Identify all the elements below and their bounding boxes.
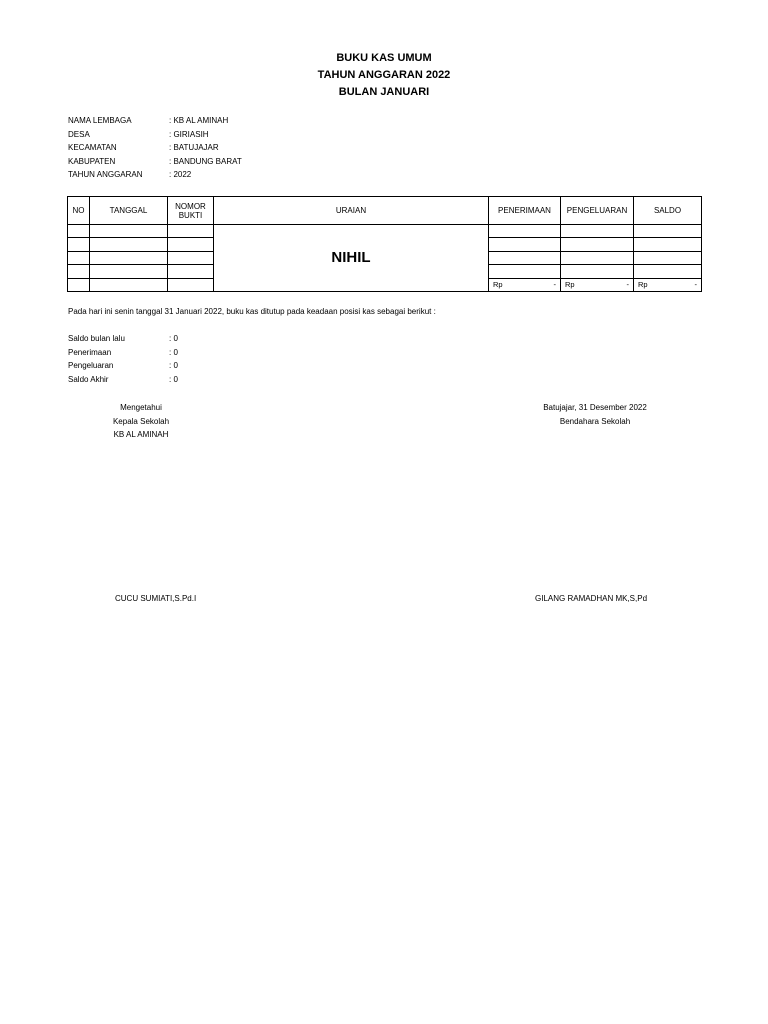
table-cell bbox=[68, 225, 90, 238]
table-cell bbox=[489, 238, 561, 251]
info-value: : BANDUNG BARAT bbox=[169, 156, 242, 166]
total-value: - bbox=[626, 280, 629, 290]
total-value: - bbox=[553, 280, 556, 290]
signature-place-date: Batujajar, 31 Desember 2022 bbox=[543, 403, 647, 412]
table-cell bbox=[90, 225, 168, 238]
table-cell bbox=[561, 238, 634, 251]
summary-value: : 0 bbox=[169, 361, 178, 371]
table-cell bbox=[68, 265, 90, 278]
table-cell bbox=[168, 278, 214, 291]
header-saldo: SALDO bbox=[634, 197, 702, 225]
document-title: BUKU KAS UMUM bbox=[336, 52, 432, 64]
header-nomor-bukti: NOMOR BUKTI bbox=[168, 197, 214, 225]
info-label: DESA bbox=[68, 129, 90, 139]
table-cell bbox=[168, 265, 214, 278]
signatory-name-left: CUCU SUMIATI,S.Pd.I bbox=[115, 594, 197, 603]
table-row bbox=[68, 225, 702, 238]
table-cell bbox=[634, 251, 702, 264]
nihil-text: NIHIL bbox=[214, 225, 489, 292]
info-value: : KB AL AMINAH bbox=[169, 116, 229, 125]
summary-label: Penerimaan bbox=[68, 347, 112, 357]
table-cell bbox=[634, 225, 702, 238]
summary-value: : 0 bbox=[169, 347, 178, 357]
total-value: - bbox=[694, 280, 697, 290]
summary-row bbox=[68, 348, 178, 362]
total-saldo bbox=[634, 278, 702, 291]
table-cell bbox=[561, 251, 634, 264]
signature-block-left bbox=[80, 403, 202, 444]
info-row bbox=[68, 130, 242, 144]
closing-sentence: Pada hari ini senin tanggal 31 Januari 2022, buku kas ditutup pada keadaan posisi kas sebagai berikut : bbox=[68, 307, 436, 316]
signature-block-right bbox=[520, 403, 670, 430]
table-cell bbox=[489, 265, 561, 278]
info-value: : BATUJAJAR bbox=[169, 143, 219, 152]
header-no: NO bbox=[68, 197, 90, 225]
info-row bbox=[68, 116, 242, 130]
total-penerimaan bbox=[489, 278, 561, 291]
summary-value: : 0 bbox=[169, 334, 178, 343]
summary-value: : 0 bbox=[169, 375, 178, 385]
summary-label: Saldo bulan lalu bbox=[68, 334, 125, 343]
table-cell bbox=[634, 265, 702, 278]
table-cell bbox=[68, 278, 90, 291]
summary-label: Saldo Akhir bbox=[68, 375, 109, 385]
info-label: TAHUN ANGGARAN bbox=[68, 170, 143, 179]
header-pengeluaran: PENGELUARAN bbox=[561, 197, 634, 225]
signature-institution: KB AL AMINAH bbox=[113, 430, 169, 439]
header-uraian: URAIAN bbox=[214, 197, 489, 225]
table-cell bbox=[168, 251, 214, 264]
table-cell bbox=[90, 265, 168, 278]
cash-book-table bbox=[67, 196, 702, 292]
total-pengeluaran bbox=[561, 278, 634, 291]
document-subtitle-month: BULAN JANUARI bbox=[338, 86, 430, 98]
table-cell bbox=[90, 278, 168, 291]
info-value: : 2022 bbox=[169, 170, 192, 179]
info-row bbox=[68, 170, 242, 184]
table-header-row bbox=[68, 197, 702, 225]
info-label: NAMA LEMBAGA bbox=[68, 116, 132, 125]
summary-row bbox=[68, 361, 178, 375]
signatory-name-right: GILANG RAMADHAN MK,S,Pd bbox=[535, 594, 648, 603]
table-cell bbox=[561, 265, 634, 278]
info-row bbox=[68, 143, 242, 157]
table-cell bbox=[489, 251, 561, 264]
document-subtitle-year: TAHUN ANGGARAN 2022 bbox=[317, 69, 451, 81]
summary-row bbox=[68, 334, 178, 348]
currency-label: Rp bbox=[493, 280, 503, 290]
info-value: : GIRIASIH bbox=[169, 129, 209, 139]
header-penerimaan: PENERIMAAN bbox=[489, 197, 561, 225]
table-cell bbox=[168, 238, 214, 251]
signature-role: Bendahara Sekolah bbox=[559, 416, 631, 426]
table-cell bbox=[168, 225, 214, 238]
table-cell bbox=[561, 225, 634, 238]
currency-label: Rp bbox=[565, 280, 575, 290]
table-cell bbox=[68, 251, 90, 264]
info-label: KECAMATAN bbox=[68, 143, 117, 152]
signature-role: Kepala Sekolah bbox=[112, 416, 170, 426]
info-row bbox=[68, 157, 242, 171]
summary-label: Pengeluaran bbox=[68, 361, 114, 371]
institution-info bbox=[68, 116, 242, 184]
currency-label: Rp bbox=[638, 280, 648, 290]
table-cell bbox=[90, 251, 168, 264]
signature-line: Mengetahui bbox=[120, 403, 162, 412]
table-cell bbox=[68, 238, 90, 251]
table-cell bbox=[489, 225, 561, 238]
table-cell bbox=[634, 238, 702, 251]
summary-row bbox=[68, 375, 178, 389]
table-cell bbox=[90, 238, 168, 251]
header-tanggal: TANGGAL bbox=[90, 197, 168, 225]
info-label: KABUPATEN bbox=[68, 156, 116, 166]
cash-summary bbox=[68, 334, 178, 389]
